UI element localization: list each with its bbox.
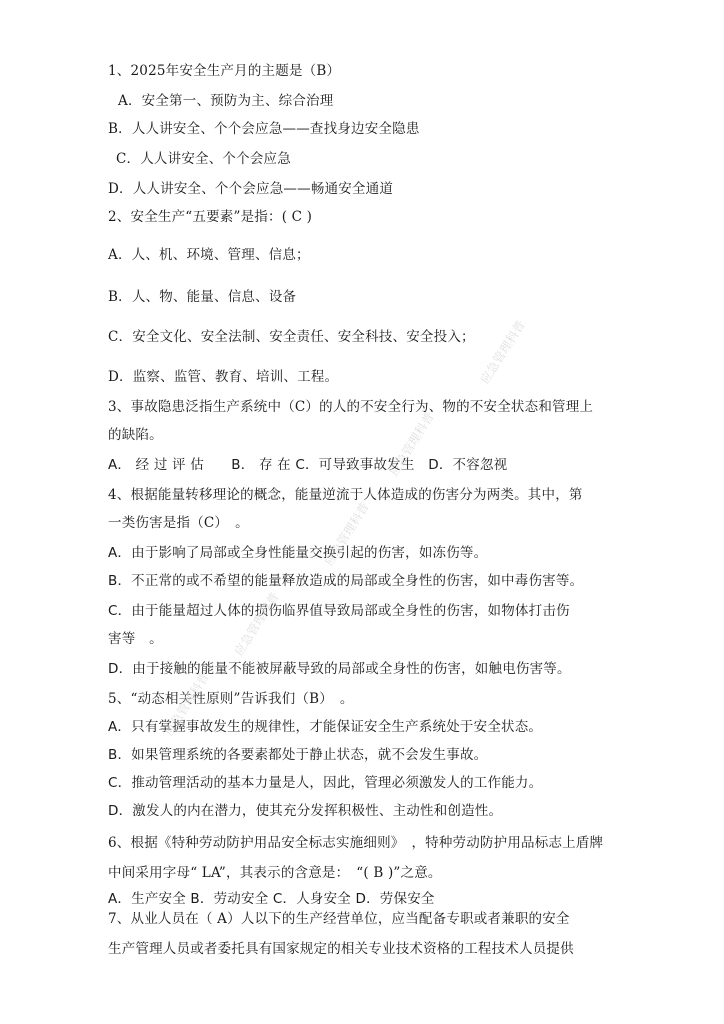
text-line: 一类伤害是指（C） 。 xyxy=(108,515,249,531)
watermark-text: 应急管理科普 xyxy=(161,669,212,739)
text-line: D．人人讲安全、个个会应急——畅通安全通道 xyxy=(108,181,394,197)
text-line: 6、根据《特种劳动防护用品安全标志实施细则》 ，特种劳动防护用品标志上盾牌 xyxy=(108,835,604,851)
text-line: C．推动管理活动的基本力量是人，因此，管理必须激发人的工作能力。 xyxy=(108,775,543,791)
text-line: C．人人讲安全、个个会应急 xyxy=(116,151,291,167)
text-line: 5、“动态相关性原则”告诉我们（B） 。 xyxy=(108,691,354,707)
watermark-text: 应急管理科普 xyxy=(231,589,282,659)
text-line: B．人、物、能量、信息、设备 xyxy=(108,289,297,305)
text-line: A． 经 过 评 估 B． 存 在 C．可导致事故发生 D．不容忽视 xyxy=(108,457,508,473)
watermark-text: 应急管理科普 xyxy=(386,409,437,479)
text-line: 中间采用字母“ LA”，其表示的含意是： “( B )”之意。 xyxy=(108,865,442,881)
text-line: A．生产安全 B．劳动安全 C．人身安全 D．劳保安全 xyxy=(108,891,435,907)
text-line: 2、安全生产“五要素”是指：( C ) xyxy=(108,209,313,225)
text-line: B．如果管理系统的各要素都处于静止状态，就不会发生事故。 xyxy=(108,747,488,763)
text-line: C．由于能量超过人体的损伤临界值导致局部或全身性的伤害，如物体打击伤 xyxy=(108,603,570,619)
text-line: A．人、机、环境、管理、信息； xyxy=(108,247,310,263)
text-line: A．安全第一、预防为主、综合治理 xyxy=(118,93,334,109)
text-line: 3、事故隐患泛指生产系统中（C）的人的不安全行为、物的不安全状态和管理上 xyxy=(108,399,594,415)
text-line: A．只有掌握事故发生的规律性，才能保证安全生产系统处于安全状态。 xyxy=(108,719,543,735)
text-line: 7、从业人员在（ A）人以下的生产经营单位，应当配备专职或者兼职的安全 xyxy=(108,911,570,927)
text-line: C．安全文化、安全法制、安全责任、安全科技、安全投入； xyxy=(108,329,475,345)
text-line: 的缺陷。 xyxy=(108,427,163,443)
watermark-text: 应急管理科普 xyxy=(477,317,528,387)
text-line: D．由于接触的能量不能被屏蔽导致的局部或全身性的伤害，如触电伤害等。 xyxy=(108,661,571,677)
text-line: 生产管理人员或者委托具有国家规定的相关专业技术资格的工程技术人员提供 xyxy=(108,941,574,957)
watermark-text: 应急管理科普 xyxy=(321,499,372,569)
text-line: A．由于影响了局部或全身性能量交换引起的伤害，如冻伤等。 xyxy=(108,545,488,561)
text-line: D．监察、监管、教育、培训、工程。 xyxy=(108,369,339,385)
text-line: 1、2025年安全生产月的主题是（B） xyxy=(108,63,341,79)
text-line: B．人人讲安全、个个会应急——查找身边安全隐患 xyxy=(108,121,420,137)
text-line: 害等 。 xyxy=(108,631,163,647)
text-line: B．不正常的或不希望的能量释放造成的局部或全身性的伤害，如中毒伤害等。 xyxy=(108,573,584,589)
text-line: 4、根据能量转移理论的概念，能量逆流于人体造成的伤害分为两类。其中，第 xyxy=(108,487,583,503)
text-line: D．激发人的内在潜力，使其充分发挥积极性、主动性和创造性。 xyxy=(108,803,503,819)
